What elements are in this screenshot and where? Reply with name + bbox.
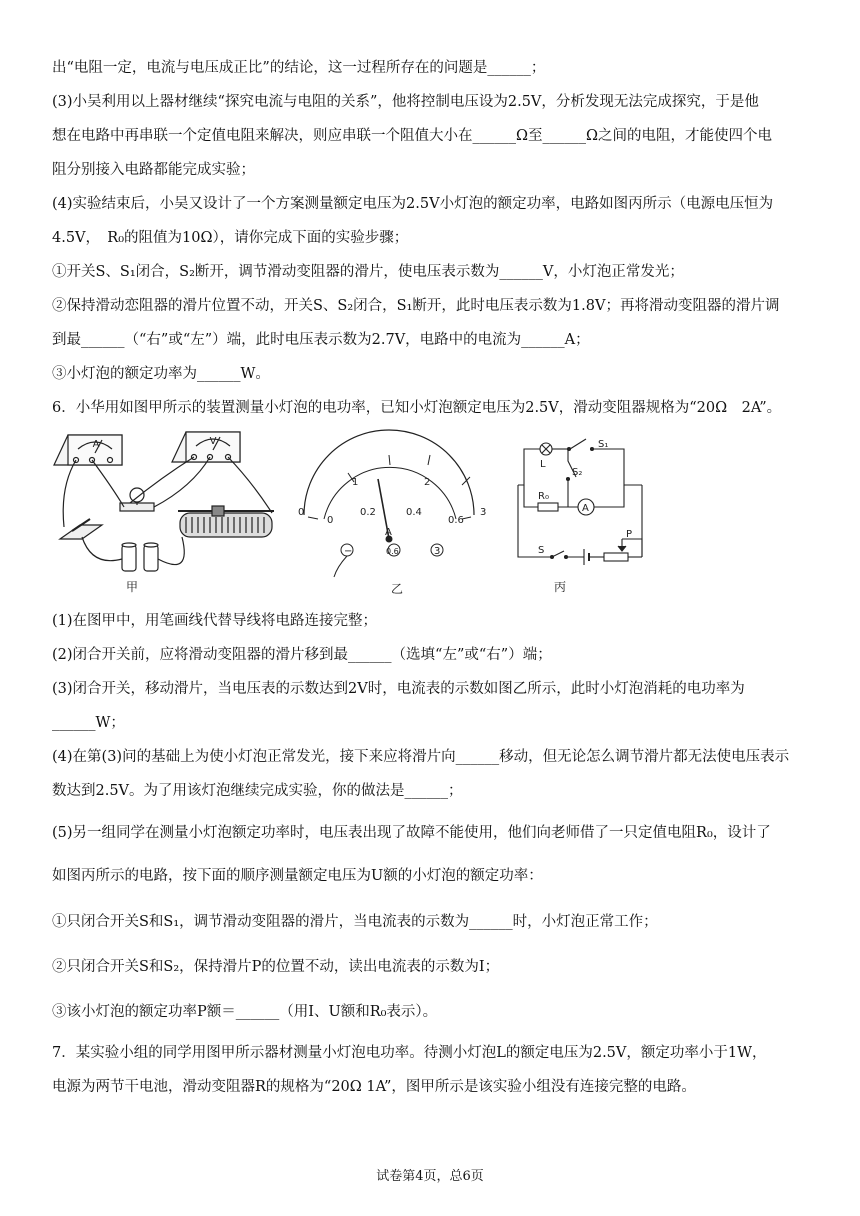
text-line: ③该小灯泡的额定功率P额＝______（用I、U额和R₀表示）。 bbox=[52, 1004, 438, 1020]
terminal-minus: − bbox=[344, 546, 353, 557]
caption-bing: 丙 bbox=[553, 580, 567, 594]
text-line: (2)闭合开关前，应将滑动变阻器的滑片移到最______（选填“左”或“右”）端； bbox=[52, 647, 552, 663]
figure-svg bbox=[52, 427, 812, 595]
dial-ticks bbox=[308, 455, 471, 519]
question-6-stem: 6．小华用如图甲所示的装置测量小灯泡的电功率，已知小灯泡额定电压为2.5V，滑动变阻器规格为“20Ω 2A”。 bbox=[52, 400, 782, 416]
ammeter-device bbox=[54, 435, 122, 465]
switch-device bbox=[60, 519, 102, 539]
text-line: (5)另一组同学在测量小灯泡额定功率时，电压表出现了故障不能使用，他们向老师借了一只定值电阻R₀，设计了 bbox=[52, 825, 771, 841]
ammeter-label: A bbox=[92, 439, 100, 450]
text-line: ①开关S、S₁闭合，S₂断开，调节滑动变阻器的滑片，使电压表示数为______V，小灯泡正常发光； bbox=[52, 264, 684, 280]
text-line: ①只闭合开关S和S₁，调节滑动变阻器的滑片，当电流表的示数为______时，小灯泡正常工作； bbox=[52, 914, 658, 930]
dial-top-label: 2 bbox=[424, 477, 431, 488]
bulb-device bbox=[120, 488, 154, 511]
text-line: (4)在第(3)问的基础上为使小灯泡正常发光，接下来应将滑片向______移动，但无论怎么调节滑片都无法使电压表示 bbox=[52, 749, 790, 765]
battery-device bbox=[122, 543, 158, 571]
dial-bottom-label: 0.4 bbox=[406, 507, 422, 518]
text-line: 4.5V， R₀的阻值为10Ω），请你完成下面的实验步骤； bbox=[52, 230, 409, 246]
label-A: A bbox=[582, 503, 589, 514]
dial-top-label: 1 bbox=[352, 477, 359, 488]
figure-jia bbox=[54, 432, 274, 571]
text-line: 出“电阻一定，电流与电压成正比”的结论，这一过程所存在的问题是______； bbox=[52, 60, 546, 76]
text-line: ③小灯泡的额定功率为______W。 bbox=[52, 366, 270, 382]
caption-jia: 甲 bbox=[125, 580, 139, 594]
figure-row bbox=[52, 427, 812, 595]
dial-bottom-label: 0 bbox=[327, 515, 334, 526]
text-line: (3)闭合开关，移动滑片，当电压表的示数达到2V时，电流表的示数如图乙所示，此时小灯泡消耗的电功率为 bbox=[52, 681, 745, 697]
text-line: ②保持滑动恋阻器的滑片位置不动，开关S、S₂闭合，S₁断开，此时电压表示数为1.8V；再将滑动变阻器的滑片调 bbox=[52, 298, 780, 314]
text-line: ______W； bbox=[52, 715, 125, 731]
label-P: P bbox=[626, 529, 633, 540]
text-line: ②只闭合开关S和S₂，保持滑片P的位置不动，读出电流表的示数为I； bbox=[52, 959, 500, 975]
dial-bottom-label: 0.2 bbox=[360, 507, 376, 518]
label-S2: S₂ bbox=[572, 467, 583, 478]
terminal-3: 3 bbox=[434, 546, 441, 557]
dial-top-label: 3 bbox=[480, 507, 487, 518]
text-line: (4)实验结束后，小吴又设计了一个方案测量额定电压为2.5V小灯泡的额定功率，电路如图丙所示（电源电压恒为 bbox=[52, 196, 774, 212]
voltmeter-device bbox=[172, 432, 240, 462]
dial-top-label: 0 bbox=[298, 507, 305, 518]
text-line: 阻分别接入电路都能完成实验； bbox=[52, 162, 255, 178]
label-S1: S₁ bbox=[598, 439, 609, 450]
dial-unit-letter: A bbox=[385, 527, 392, 538]
text-line: (3)小吴利用以上器材继续“探究电流与电阻的关系”，他将控制电压设为2.5V，分析发现无法完成探究，于是他 bbox=[52, 94, 759, 110]
text-line: 如图丙所示的电路，按下面的顺序测量额定电压为U额的小灯泡的额定功率： bbox=[52, 868, 543, 884]
rheostat-device bbox=[178, 506, 274, 537]
label-L: L bbox=[540, 459, 546, 470]
dial-bottom-label: 0.6 bbox=[448, 515, 464, 526]
terminal-06: 0.6 bbox=[386, 547, 399, 556]
text-line: (1)在图甲中，用笔画线代替导线将电路连接完整； bbox=[52, 613, 378, 629]
label-S: S bbox=[538, 545, 545, 556]
text-line: 想在电路中再串联一个定值电阻来解决，则应串联一个阻值大小在______Ω至______Ω之间的电阻，才能使四个电 bbox=[52, 128, 773, 144]
text-line: 电源为两节干电池，滑动变阻器R的规格为“20Ω 1A”，图甲所示是该实验小组没有连接完整的电路。 bbox=[52, 1079, 696, 1095]
text-line: 数达到2.5V。为了用该灯泡继续完成实验，你的做法是______； bbox=[52, 783, 463, 799]
question-7-stem: 7．某实验小组的同学用图甲所示器材测量小灯泡电功率。待测小灯泡L的额定电压为2.5V，额定功率小于1W， bbox=[52, 1045, 767, 1061]
page-footer: 试卷第4页，总6页 bbox=[376, 1169, 484, 1184]
voltmeter-label: V bbox=[209, 436, 217, 447]
text-line: 到最______（“右”或“左”）端，此时电压表示数为2.7V，电路中的电流为______A； bbox=[52, 332, 590, 348]
label-R0: R₀ bbox=[538, 491, 549, 502]
caption-yi: 乙 bbox=[390, 582, 404, 595]
figure-bing bbox=[518, 439, 642, 565]
